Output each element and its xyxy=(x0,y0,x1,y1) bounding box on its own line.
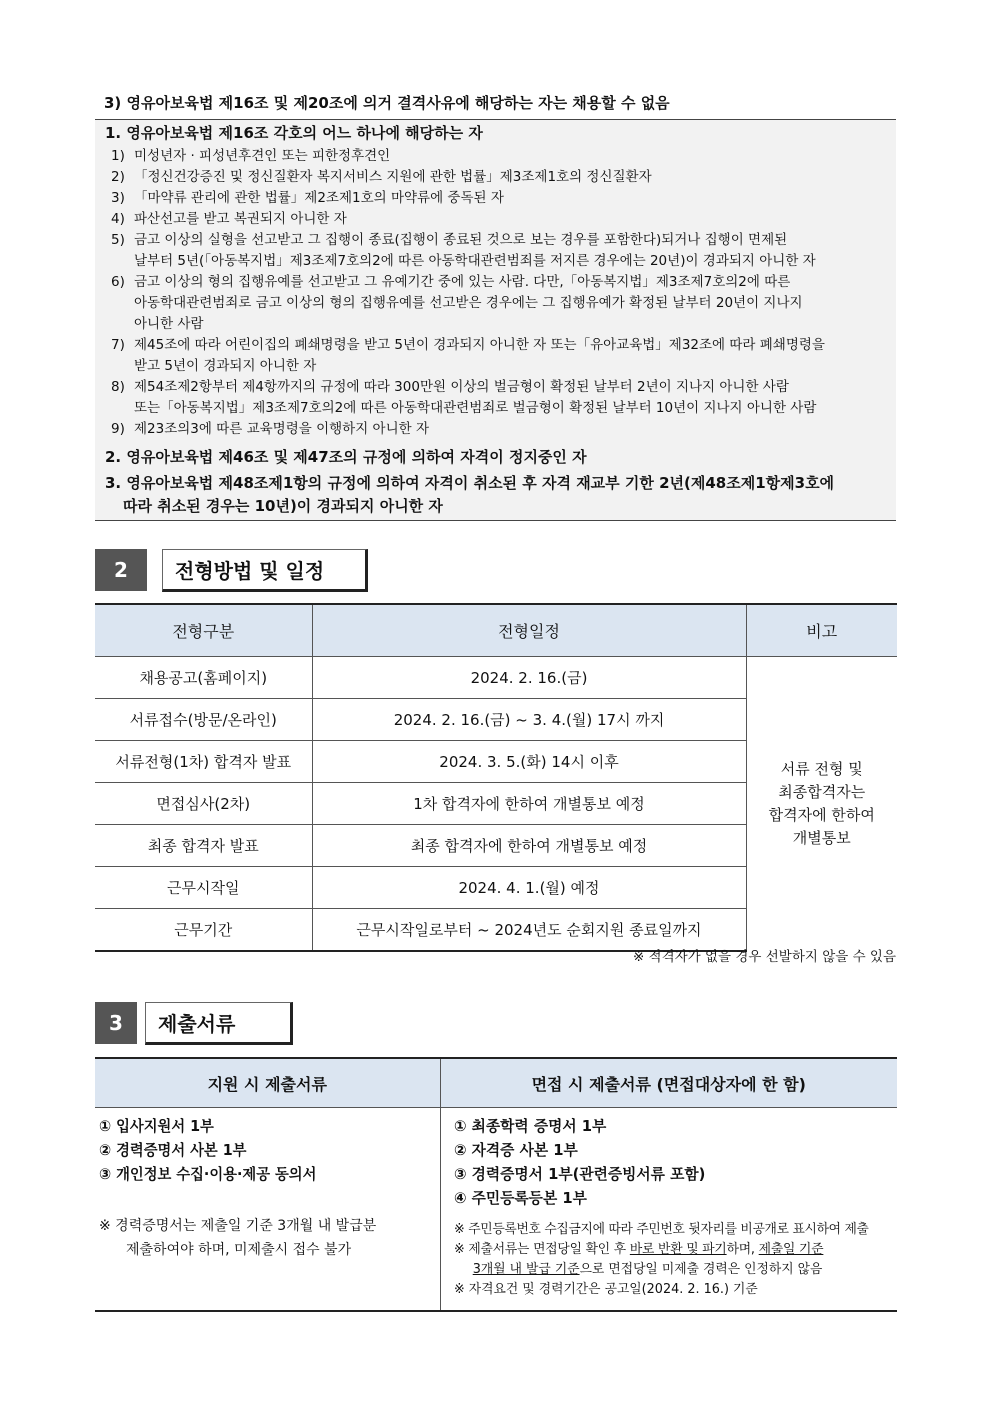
section-2-title: 전형방법 및 일정 xyxy=(162,549,368,592)
sub-item-number: 9) xyxy=(111,421,125,437)
header-category: 전형구분 xyxy=(95,604,312,657)
section-3-title: 제출서류 xyxy=(145,1002,293,1045)
sub-item-number: 2) xyxy=(111,169,125,185)
item-3-line-2: 따라 취소된 경우는 10년)이 경과되지 아니한 자 xyxy=(123,497,443,515)
apply-note-line-2: 제출하여야 하며, 미제출시 접수 불가 xyxy=(126,1242,352,1258)
note-text: 으로 면접당일 미제출 경력은 인정하지 않음 xyxy=(579,1262,822,1277)
section-2-number: 2 xyxy=(95,549,147,591)
row-category: 최종 합격자 발표 xyxy=(95,825,312,867)
list-item: ③ 개인정보 수집·이용·제공 동의서 xyxy=(99,1165,317,1183)
header-remark: 비고 xyxy=(746,604,897,657)
sub-item-number: 8) xyxy=(111,379,125,395)
apply-docs-cell xyxy=(95,1108,440,1312)
interview-note-1: ※ 주민등록번호 수집금지에 따라 주민번호 뒷자리를 비공개로 표시하여 제출 xyxy=(453,1222,869,1237)
sub-item-text: 날부터 5년(「아동복지법」제3조제7호의2에 따른 아동학대관련범죄를 저지른 경우에는 20년)이 경과되지 아니한 자 xyxy=(134,253,816,269)
row-category: 근무시작일 xyxy=(95,867,312,909)
sub-item-text: 아니한 사람 xyxy=(134,316,204,332)
row-schedule: 최종 합격자에 한하여 개별통보 예정 xyxy=(312,825,746,867)
sub-item-number: 3) xyxy=(111,190,125,206)
schedule-note: ※ 적격자가 없을 경우 선발하지 않을 수 있음 xyxy=(632,949,896,965)
item-3-line-1: 3. 영유아보육법 제48조제1항의 규정에 의하여 자격이 취소된 후 자격 재교부 기한 2년(제48조제1항제3호에 xyxy=(105,474,835,492)
sub-item-number: 4) xyxy=(111,211,125,227)
remark-line: 서류 전형 및 xyxy=(780,760,863,778)
sub-item-text: 또는「아동복지법」제3조제7호의2에 따른 아동학대관련범죄로 벌금형이 확정된 날부터 10년이 지나지 아니한 사람 xyxy=(134,400,817,416)
sub-item-text: 금고 이상의 실형을 선고받고 그 집행이 종료(집행이 종료된 것으로 보는 경우를 포함한다)되거나 집행이 면제된 xyxy=(134,232,788,248)
schedule-header-row xyxy=(95,604,897,657)
interview-note-3: ※ 자격요건 및 경력기간은 공고일(2024. 2. 16.) 기준 xyxy=(453,1282,758,1297)
item-2: 2. 영유아보육법 제46조 및 제47조의 규정에 의하여 자격이 정지중인 자 xyxy=(105,448,587,466)
item-1-title: 1. 영유아보육법 제16조 각호의 어느 하나에 해당하는 자 xyxy=(105,124,483,142)
row-schedule: 1차 합격자에 한하여 개별통보 예정 xyxy=(312,783,746,825)
sub-item-text: 제54조제2항부터 제4항까지의 규정에 따라 300만원 이상의 벌금형이 확정된 날부터 2년이 지나지 아니한 사람 xyxy=(134,379,789,395)
row-schedule: 2024. 3. 5.(화) 14시 이후 xyxy=(312,741,746,783)
remark-line: 개별통보 xyxy=(792,829,851,847)
list-item: ③ 경력증명서 1부(관련증빙서류 포함) xyxy=(453,1165,705,1183)
list-item: ④ 주민등록등본 1부 xyxy=(453,1189,587,1207)
sub-item-text: 「정신건강증진 및 정신질환자 복지서비스 지원에 관한 법률」제3조제1호의 정신질환자 xyxy=(134,169,652,185)
row-schedule: 근무시작일로부터 ~ 2024년도 순회지원 종료일까지 xyxy=(312,909,746,952)
section-3-number: 3 xyxy=(95,1002,137,1044)
sub-item-text: 미성년자 · 피성년후견인 또는 피한정후견인 xyxy=(134,148,391,164)
list-item: ② 경력증명서 사본 1부 xyxy=(99,1141,247,1159)
section-heading: 3) 영유아보육법 제16조 및 제20조에 의거 결격사유에 해당하는 자는 채용할 수 없음 xyxy=(104,94,670,112)
note-underlined-text: 제출일 기준 xyxy=(758,1242,823,1257)
row-schedule: 2024. 2. 16.(금) ~ 3. 4.(월) 17시 까지 xyxy=(312,699,746,741)
note-text: ※ 제출서류는 면접당일 확인 후 xyxy=(453,1242,630,1257)
sub-item-text: 아동학대관련범죄로 금고 이상의 형의 집행유예를 선고받은 경우에는 그 집행유예가 확정된 날부터 20년이 지나지 xyxy=(134,295,803,311)
header-apply-docs: 지원 시 제출서류 xyxy=(95,1058,440,1108)
sub-item-number: 7) xyxy=(111,337,125,353)
sub-item-text: 받고 5년이 경과되지 아니한 자 xyxy=(134,358,317,374)
documents-row xyxy=(95,1108,897,1312)
sub-item-text: 「마약류 관리에 관한 법률」제2조제1호의 마약류에 중독된 자 xyxy=(134,190,504,206)
note-text: 하며, xyxy=(726,1242,759,1257)
table-row xyxy=(95,657,897,699)
note-underlined-text: 3개월 내 발급 기준 xyxy=(472,1262,580,1277)
documents-header-row xyxy=(95,1058,897,1108)
sub-item-number: 5) xyxy=(111,232,125,248)
schedule-table xyxy=(95,603,897,952)
remark-cell xyxy=(746,657,897,952)
row-category: 서류접수(방문/온라인) xyxy=(95,699,312,741)
row-category: 면접심사(2차) xyxy=(95,783,312,825)
interview-note-2 xyxy=(454,1240,891,1260)
sub-item-number: 6) xyxy=(111,274,125,290)
header-schedule: 전형일정 xyxy=(312,604,746,657)
sub-item-text: 파산선고를 받고 복권되지 아니한 자 xyxy=(134,211,347,227)
list-item: ② 자격증 사본 1부 xyxy=(453,1141,578,1159)
apply-note-line-1: ※ 경력증명서는 제출일 기준 3개월 내 발급분 xyxy=(99,1218,377,1234)
remark-line: 합격자에 한하여 xyxy=(768,806,875,824)
sub-item-text: 제23조의3에 따른 교육명령을 이행하지 아니한 자 xyxy=(134,421,430,437)
remark-line: 최종합격자는 xyxy=(778,783,866,801)
list-item: ① 최종학력 증명서 1부 xyxy=(453,1117,606,1135)
row-schedule: 2024. 2. 16.(금) xyxy=(312,657,746,699)
sub-item-text: 제45조에 따라 어린이집의 폐쇄명령을 받고 5년이 경과되지 아니한 자 또는「유아교육법」제32조에 따라 폐쇄명령을 xyxy=(134,337,825,353)
row-schedule: 2024. 4. 1.(월) 예정 xyxy=(312,867,746,909)
row-category: 채용공고(홈페이지) xyxy=(95,657,312,699)
row-category: 서류전형(1차) 합격자 발표 xyxy=(95,741,312,783)
note-underlined-text: 바로 반환 및 파기 xyxy=(629,1242,727,1257)
documents-table xyxy=(95,1057,897,1312)
row-category: 근무기간 xyxy=(95,909,312,952)
list-item: ① 입사지원서 1부 xyxy=(99,1117,214,1135)
sub-item-number: 1) xyxy=(111,148,125,164)
sub-item-text: 금고 이상의 형의 집행유예를 선고받고 그 유예기간 중에 있는 사람. 다만,「아동복지법」제3조제7호의2에 따른 xyxy=(134,274,791,290)
disqualification-box xyxy=(95,119,896,521)
header-interview-docs: 면접 시 제출서류 (면접대상자에 한 함) xyxy=(440,1058,897,1108)
interview-note-2-cont xyxy=(454,1260,891,1280)
interview-docs-cell xyxy=(440,1108,897,1312)
